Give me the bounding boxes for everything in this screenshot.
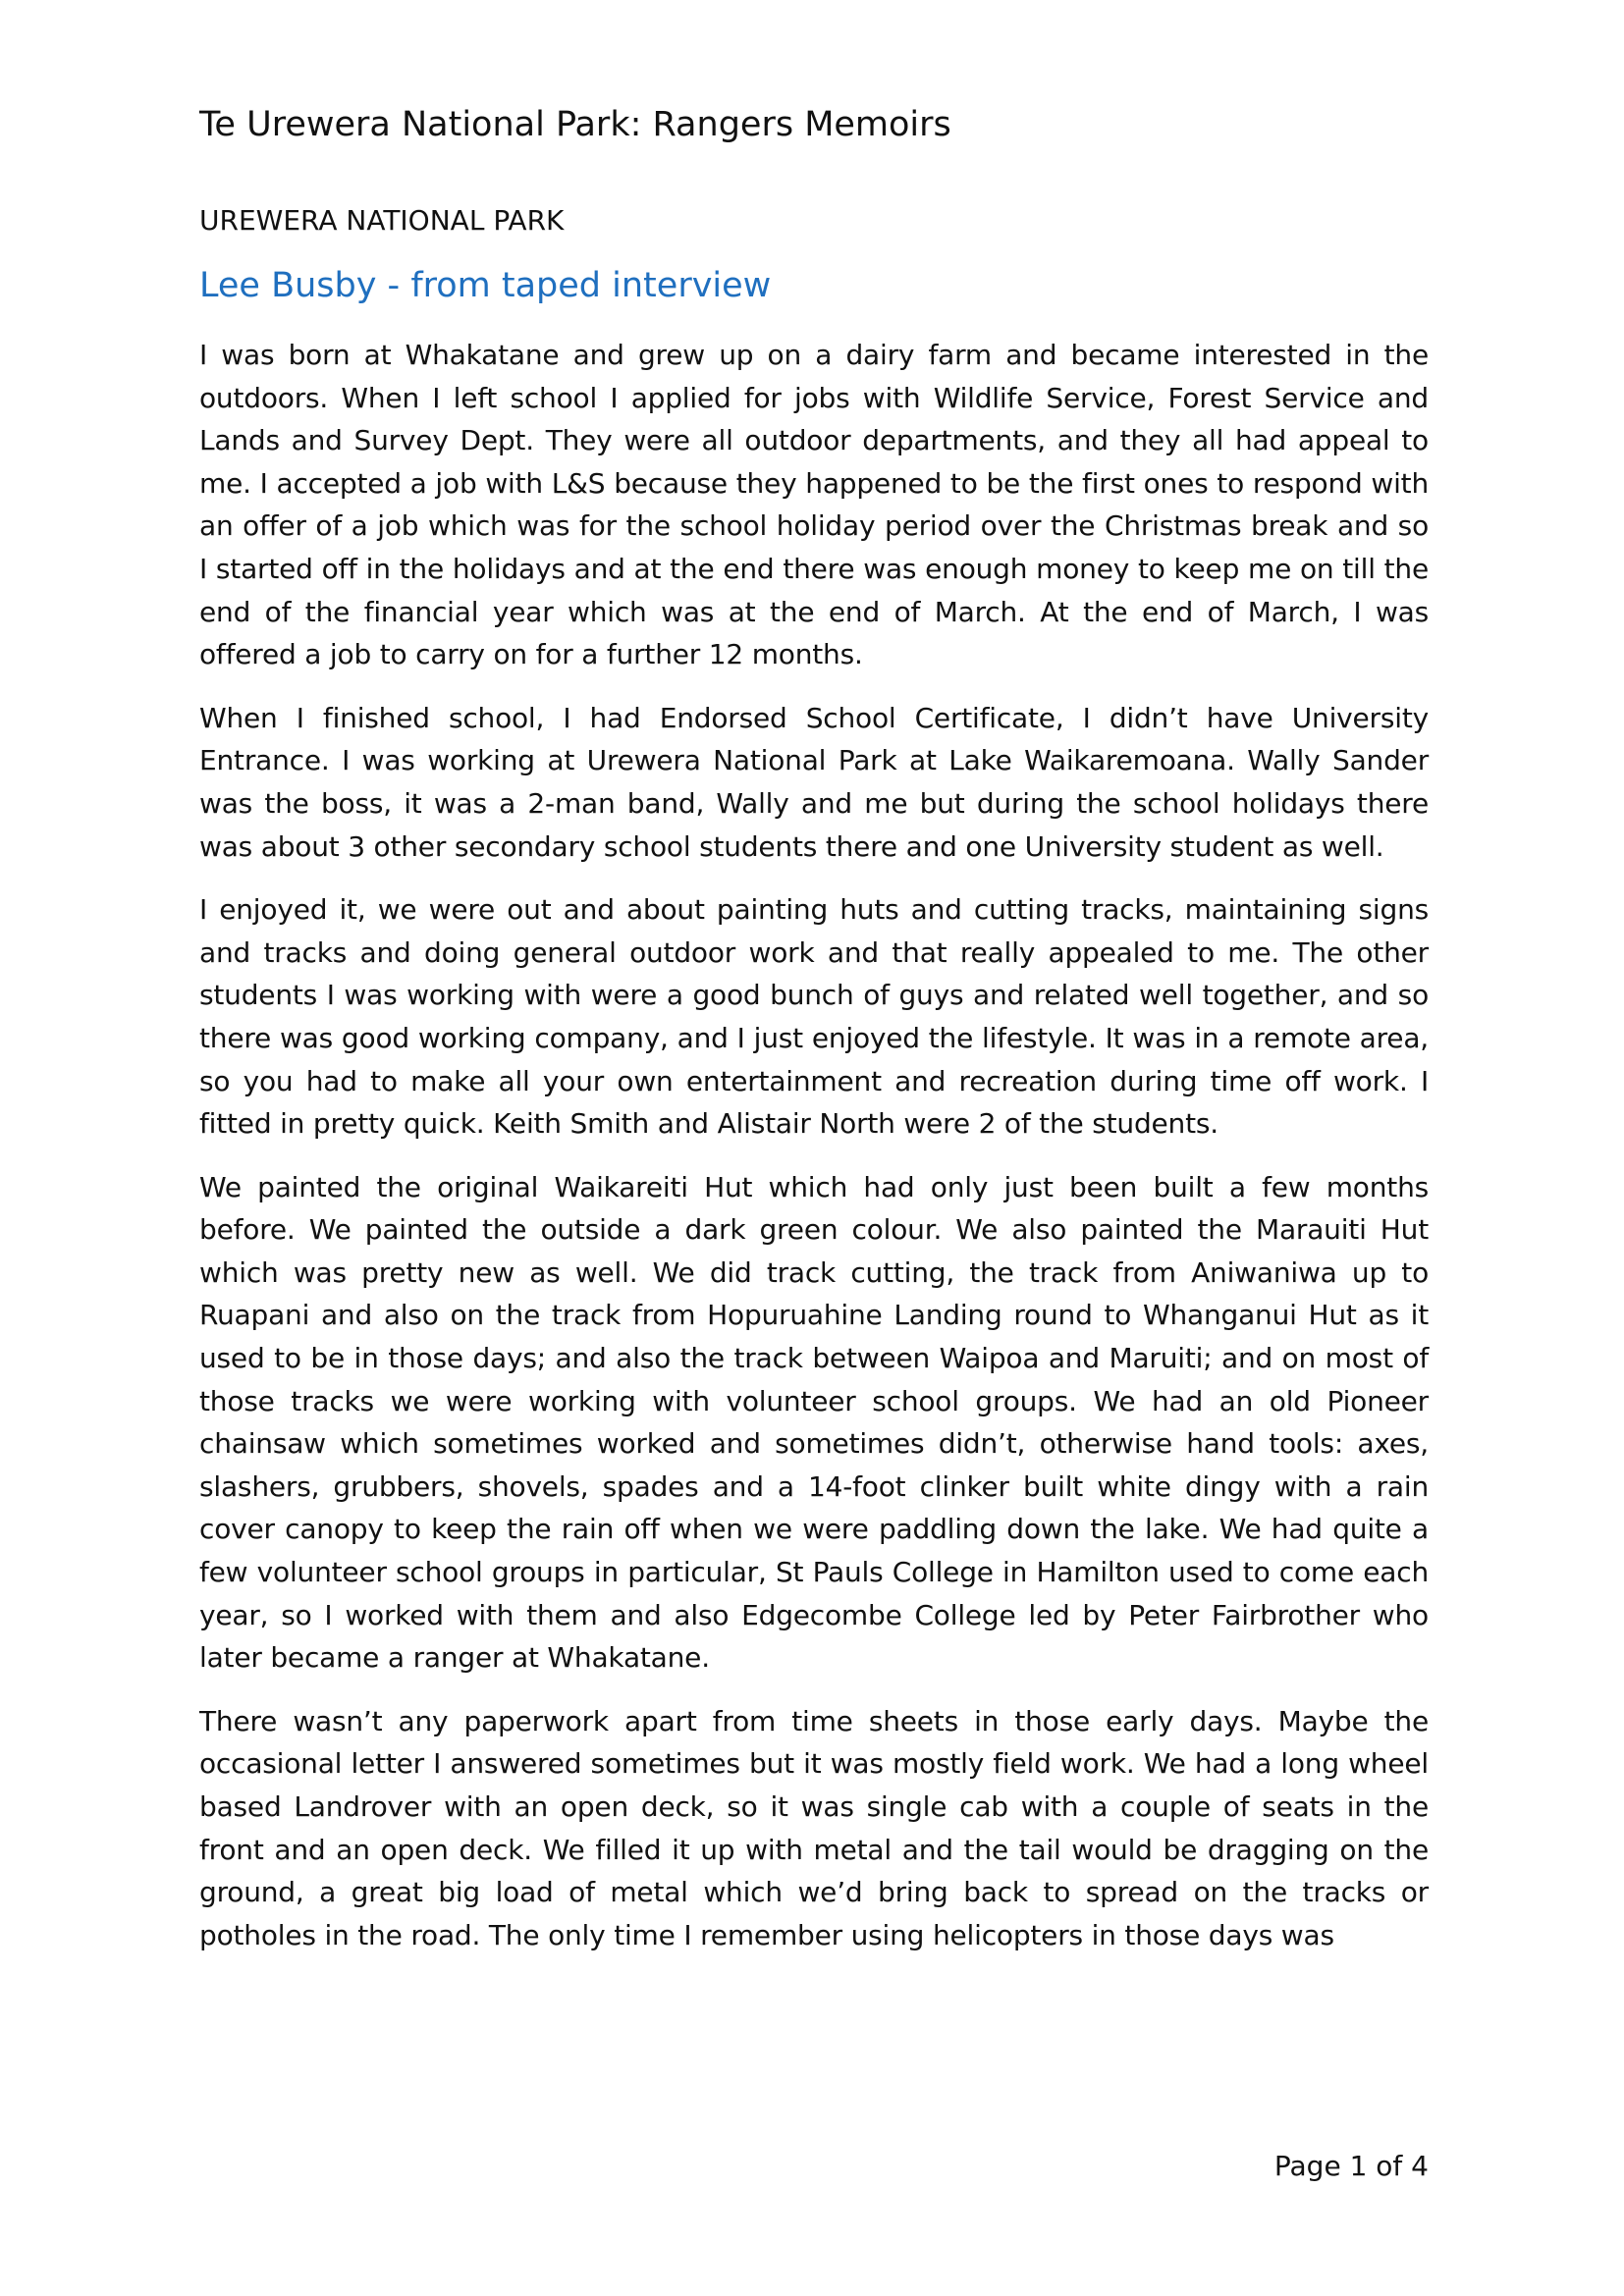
paragraph: There wasn’t any paperwork apart from time sheets in those early days. Maybe the occasional letter I answered sometimes but it was mostly field work. We had a long wheel based Landrover with an open deck, so it was single cab with a couple of seats in the front and an open deck. We filled it up with metal and the tail would be dragging on the ground, a great big load of metal which we’d bring back to spread on the tracks or potholes in the road. The only time I remember using helicopters in those days was	[199, 1704, 1429, 1951]
document-header-title: Te Urewera National Park: Rangers Memoirs	[199, 105, 951, 144]
page-number: Page 1 of 4	[1273, 2150, 1429, 2182]
article-body	[199, 334, 1429, 1977]
paragraph: I enjoyed it, we were out and about painting huts and cutting tracks, maintaining signs and tracks and doing general outdoor work and that really appealed to me. The other students I was working with were a good bunch of guys and related well together, and so there was good working company, and I just enjoyed the lifestyle. It was in a remote area, so you had to make all your own entertainment and recreation during time off work. I fitted in pretty quick. Keith Smith and Alistair North were 2 of the students.	[199, 893, 1429, 1141]
paragraph: When I finished school, I had Endorsed School Certificate, I didn’t have University Entrance. I was working at Urewera National Park at Lake Waikaremoana. Wally Sander was the boss, it was a 2-man band, Wally and me but during the school holidays there was about 3 other secondary school students there and one University student as well.	[199, 701, 1429, 863]
article-heading: Lee Busby - from taped interview	[199, 266, 772, 305]
paragraph: I was born at Whakatane and grew up on a dairy farm and became interested in the outdoors. When I left school I applied for jobs with Wildlife Service, Forest Service and Lands and Survey Dept. They were all outdoor departments, and they all had appeal to me. I accepted a job with L&S because they happened to be the first ones to respond with an offer of a job which was for the school holiday period over the Christmas break and so I started off in the holidays and at the end there was enough money to keep me on till the end of the financial year which was at the end of March. At the end of March, I was offered a job to carry on for a further 12 months.	[199, 339, 1429, 671]
section-label: UREWERA NATIONAL PARK	[199, 204, 565, 237]
paragraph: We painted the original Waikareiti Hut which had only just been built a few months before. We painted the outside a dark green colour. We also painted the Marauiti Hut which was pretty new as well. We did track cutting, the track from Aniwaniwa up to Ruapani and also on the track from Hopuruahine Landing round to Whanganui Hut as it used to be in those days; and also the track between Waipoa and Maruiti; and on most of those tracks we were working with volunteer school groups. We had an old Pioneer chainsaw which sometimes worked and sometimes didn’t, otherwise hand tools: axes, slashers, grubbers, shovels, spades and a 14-foot clinker built white dingy with a rain cover canopy to keep the rain off when we were paddling down the lake. We had quite a few volunteer school groups in particular, St Pauls College in Hamilton used to come each year, so I worked with them and also Edgecombe College led by Peter Fairbrother who later became a ranger at Whakatane.	[199, 1170, 1429, 1675]
